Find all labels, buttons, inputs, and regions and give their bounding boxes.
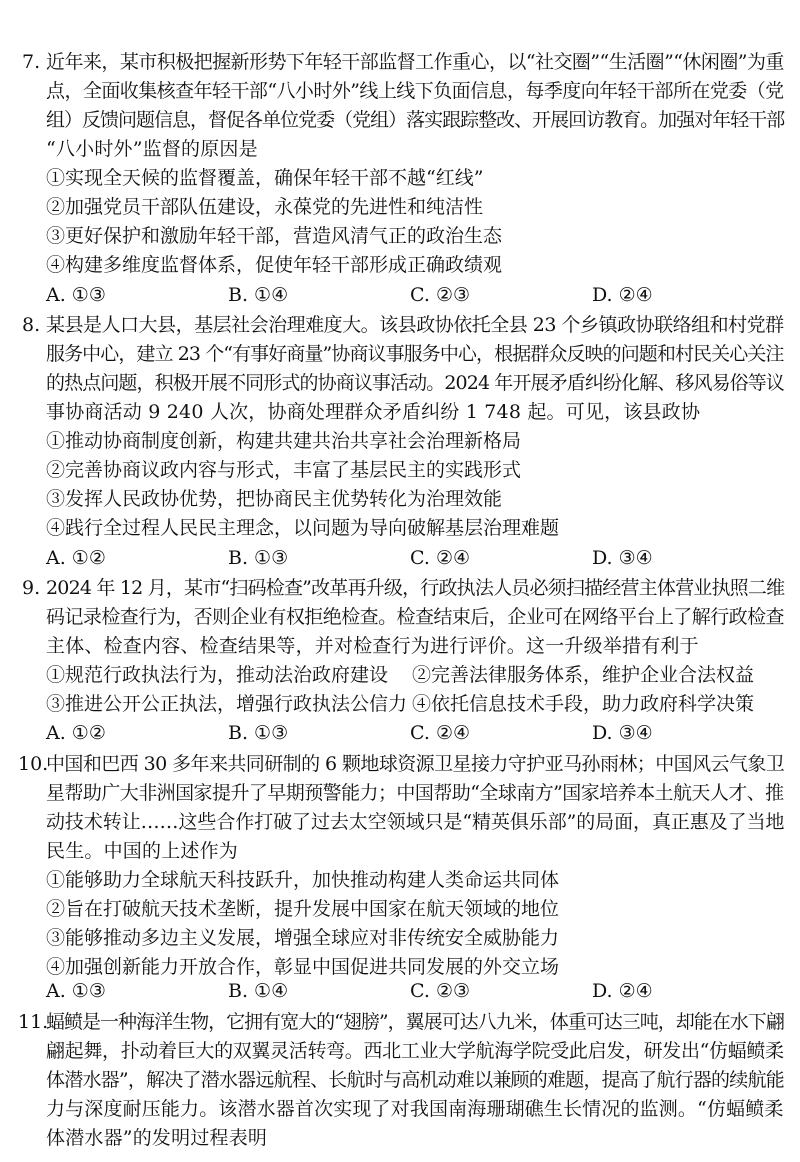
question-text-line: 码记录检查行为，否则企业有权拒绝检查。检查结束后，企业可在网络平台上了解行政检查: [46, 606, 785, 628]
question-text-line: 组）反馈问题信息，督促各单位党委（党组）落实跟踪整改、开展回访教育。加强对年轻干部: [46, 109, 785, 131]
question-text-line: 星帮助广大非洲国家提升了早期预警能力；中国帮助“全球南方”国家培养本土航天人才、推: [46, 782, 784, 804]
question-text-line: 2024 年 12 月，某市“扫码检查”改革再升级，行政执法人员必须扫描经营主体营业执照二维: [46, 577, 785, 599]
option-statement: ②完善法律服务体系，维护企业合法权益: [412, 664, 755, 686]
question-number: 10.: [18, 753, 49, 775]
question-text-line: 中国和巴西 30 多年来共同研制的 6 颗地球资源卫星接力守护亚马孙雨林；中国风云气象卫: [46, 753, 785, 775]
answer-choice-a: A. ①②: [46, 722, 106, 744]
answer-choice-d: D. ②④: [592, 284, 653, 306]
option-statement: ①能够助力全球航天科技跃升，加快推动构建人类命运共同体: [46, 869, 560, 891]
answer-choice-d: D. ③④: [592, 722, 653, 744]
question-text-line: 体潜水器”的发明过程表明: [46, 1127, 268, 1149]
option-statement: ④依托信息技术手段，助力政府科学决策: [412, 693, 755, 715]
question-number: 8.: [22, 314, 41, 336]
question-text-line: 主体、检查内容、检查结果等，并对检查行为进行评价。这一升级举措有利于: [46, 635, 699, 657]
option-statement: ④构建多维度监督体系，促使年轻干部形成正确政绩观: [46, 254, 503, 276]
option-statement: ④践行全过程人民民主理念，以问题为导向破解基层治理难题: [46, 517, 560, 539]
answer-choice-d: D. ③④: [592, 547, 653, 569]
answer-choice-c: C. ②③: [410, 284, 471, 306]
question-text-line: 蝠鲼是一种海洋生物，它拥有宽大的“翅膀”，翼展可达八九米，体重可达三吨，却能在水下翩: [46, 1011, 784, 1033]
question-text-line: 翩起舞，扑动着巨大的双翼灵活转弯。西北工业大学航海学院受此启发，研发出“仿蝠鲼柔: [46, 1040, 784, 1062]
question-number: 9.: [22, 577, 41, 599]
option-statement: ③推进公开公正执法，增强行政执法公信力: [46, 693, 408, 715]
answer-choice-a: A. ①②: [46, 547, 106, 569]
answer-choice-c: C. ②④: [410, 547, 471, 569]
question-text-line: 某县是人口大县，基层社会治理难度大。该县政协依托全县 23 个乡镇政协联络组和村党群: [46, 314, 784, 336]
answer-choice-b: B. ①③: [228, 722, 289, 744]
option-statement: ④加强创新能力开放合作，彰显中国促进共同发展的外交立场: [46, 956, 560, 978]
option-statement: ①推动协商制度创新，构建共建共治共享社会治理新格局: [46, 430, 522, 452]
question-text-line: 点，全面收集核查年轻干部“八小时外”线上线下负面信息，每季度向年轻干部所在党委（党: [46, 80, 784, 102]
answer-choice-a: A. ①③: [46, 284, 106, 306]
question-text-line: 力与深度耐压能力。该潜水器首次实现了对我国南海珊瑚礁生长情况的监测。“仿蝠鲼柔: [46, 1098, 784, 1120]
option-statement: ③更好保护和激励年轻干部，营造风清气正的政治生态: [46, 225, 503, 247]
question-text-line: 体潜水器”，解决了潜水器远航程、长航时与高机动难以兼顾的难题，提高了航行器的续航能: [46, 1069, 784, 1091]
answer-choice-a: A. ①③: [46, 980, 106, 1002]
answer-choice-b: B. ①④: [228, 980, 289, 1002]
question-text-line: 服务中心，建立 23 个“有事好商量”协商议事服务中心，根据群众反映的问题和村民关心关注: [46, 343, 784, 365]
option-statement: ①实现全天候的监督覆盖，确保年轻干部不越“红线”: [46, 167, 484, 189]
question-text-line: 民生。中国的上述作为: [46, 840, 239, 862]
answer-choice-b: B. ①③: [228, 547, 289, 569]
option-statement: ②旨在打破航天技术垄断，提升发展中国家在航天领域的地位: [46, 898, 560, 920]
answer-choice-d: D. ②④: [592, 980, 653, 1002]
question-number: 11.: [18, 1011, 49, 1033]
answer-choice-b: B. ①④: [228, 284, 289, 306]
question-text-line: 近年来，某市积极把握新形势下年轻干部监督工作重心，以“社交圈”“生活圈”“休闲圈”为重: [46, 51, 784, 73]
question-text-line: 的热点问题，积极开展不同形式的协商议事活动。2024 年开展矛盾纠纷化解、移风易俗等议: [46, 372, 784, 394]
question-text-line: “八小时外”监督的原因是: [46, 138, 258, 160]
question-text-line: 事协商活动 9 240 人次，协商处理群众矛盾纠纷 1 748 起。可见，该县政协: [46, 401, 701, 423]
question-number: 7.: [22, 51, 41, 73]
answer-choice-c: C. ②④: [410, 722, 471, 744]
question-text-line: 动技术转让……这些合作打破了过去太空领域只是“精英俱乐部”的局面，真正惠及了当地: [46, 811, 785, 833]
option-statement: ①规范行政执法行为，推动法治政府建设: [46, 664, 389, 686]
option-statement: ②完善协商议政内容与形式，丰富了基层民主的实践形式: [46, 459, 522, 481]
option-statement: ③能够推动多边主义发展，增强全球应对非传统安全威胁能力: [46, 927, 560, 949]
option-statement: ②加强党员干部队伍建设，永葆党的先进性和纯洁性: [46, 196, 484, 218]
option-statement: ③发挥人民政协优势，把协商民主优势转化为治理效能: [46, 488, 503, 510]
answer-choice-c: C. ②③: [410, 980, 471, 1002]
